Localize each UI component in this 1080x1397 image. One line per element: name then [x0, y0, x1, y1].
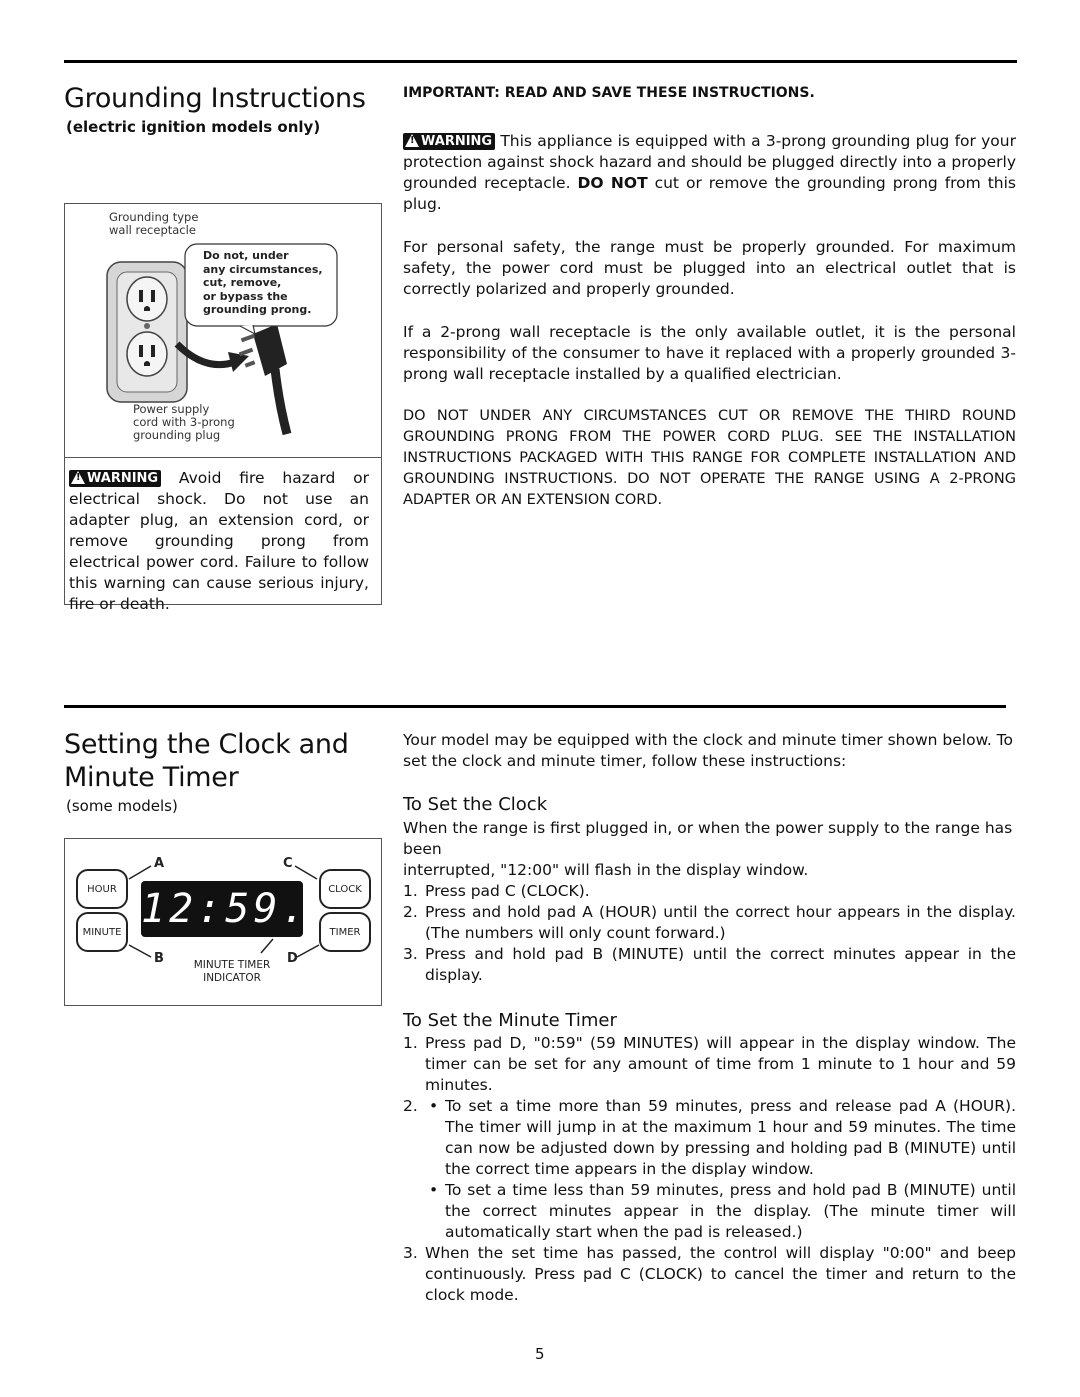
- grounding-para-3: If a 2-prong wall receptacle is the only available outlet, it is the personal responsibility of the consumer to have it replaced with a properly grounded 3-prong wall receptacle installed by a qualified electrician.: [403, 323, 1016, 383]
- bullet-item: • To set a time more than 59 minutes, press and release pad A (HOUR). The timer will jump in at the maximum 1 hour and 59 minutes. The time can now be adjusted down by pressing and holding pad B (MINUTE) until the correct time appears in the display window.: [429, 1097, 1016, 1178]
- list-item: 1. Press pad C (CLOCK).: [403, 882, 590, 900]
- page-number: 5: [535, 1345, 545, 1363]
- letter-b: B: [154, 951, 164, 966]
- callout-text: Do not, under any circumstances, cut, remove, or bypass the grounding prong.: [203, 249, 323, 316]
- section-rule: [64, 705, 1006, 708]
- clock-intro: Your model may be equipped with the clock and minute timer shown below. To set the clock and minute timer, follow these instructions:: [403, 731, 1014, 770]
- grounding-para-1: !WARNING This appliance is equipped with a 3-prong grounding plug for your protection against shock hazard and should be plugged directly into a properly grounded receptacle. DO NOT cut or remove the grounding prong from this plug.: [403, 131, 1016, 215]
- set-clock-steps: [403, 881, 1016, 986]
- receptacle-label: Grounding type wall receptacle: [109, 210, 199, 237]
- bullet-item: • To set a time less than 59 minutes, press and hold pad B (MINUTE) until the correct minutes appear in the display. (The minute timer will automatically start when the pad is released.): [429, 1181, 1016, 1241]
- list-item: 2. • To set a time more than 59 minutes, press and release pad A (HOUR). The timer will jump in at the maximum 1 hour and 59 minutes. The time can now be adjusted down by pressing and holding pad B (MINUTE) until the correct time appears in the display window. • To set a time less than 59 minutes, press and hold pad B (MINUTE) until the correct minutes appear in the display. (The minute timer will automatically start when the pad is released.): [403, 1097, 1016, 1241]
- warning-badge: !WARNING: [403, 133, 495, 150]
- list-item: 2. Press and hold pad A (HOUR) until the correct hour appears in the display. (The numbers will only count forward.): [403, 903, 1016, 942]
- set-clock-heading: To Set the Clock: [403, 794, 548, 815]
- list-item: 1. Press pad D, "0:59" (59 MINUTES) will appear in the display window. The timer can be set for any amount of time from 1 minute to 1 hour and 59 minutes.: [403, 1034, 1016, 1094]
- grounding-figure-box: [64, 203, 382, 613]
- list-item: 3. Press and hold pad B (MINUTE) until the correct minutes appear in the display.: [403, 945, 1016, 984]
- plug-label: Power supply cord with 3-prong grounding plug: [133, 402, 235, 442]
- warning-badge: !WARNING: [69, 470, 161, 487]
- clock-title: Setting the Clock and Minute Timer: [64, 729, 349, 793]
- minute-timer-indicator-label: MINUTE TIMER INDICATOR: [193, 959, 271, 984]
- set-clock-intro: When the range is first plugged in, or when the power supply to the range has been interrupted, "12:00" will flash in the display window.: [403, 819, 1013, 879]
- grounding-para-2: For personal safety, the range must be properly grounded. For maximum safety, the power cord must be plugged into an electrical outlet that is correctly polarized and properly grounded.: [403, 238, 1016, 298]
- letter-d: D: [287, 951, 298, 966]
- clock-display: 12:59.: [141, 881, 303, 937]
- letter-c: C: [283, 856, 293, 871]
- important-heading: IMPORTANT: READ AND SAVE THESE INSTRUCTIONS.: [403, 85, 815, 101]
- grounding-title: Grounding Instructions: [64, 83, 366, 114]
- top-rule: [64, 60, 1017, 63]
- minute-pad[interactable]: MINUTE: [76, 912, 128, 952]
- set-timer-heading: To Set the Minute Timer: [403, 1010, 617, 1031]
- warning-triangle-icon: [71, 471, 85, 484]
- letter-a: A: [154, 856, 165, 871]
- clock-subtitle: (some models): [66, 797, 178, 815]
- grounding-para-4: DO NOT UNDER ANY CIRCUMSTANCES CUT OR REMOVE THE THIRD ROUND GROUNDING PRONG FROM THE POWER CORD PLUG. SEE THE INSTALLATION INSTRUCTIONS PACKAGED WITH THIS RANGE FOR COMPLETE INSTALLATION AND GROUNDING INSTRUCTIONS. DO NOT OPERATE THE RANGE USING A 2-PRONG ADAPTER OR AN EXTENSION CORD.: [403, 408, 1016, 508]
- box-warning-text: !WARNING Avoid fire hazard or electrical shock. Do not use an adapter plug, an extension cord, or remove grounding prong from electrical power cord. Failure to follow this warning can cause serious injury, fire or death.: [69, 468, 369, 615]
- hour-pad[interactable]: HOUR: [76, 869, 128, 909]
- grounding-subtitle: (electric ignition models only): [66, 118, 321, 136]
- warning-triangle-icon: [405, 134, 419, 147]
- timer-pad[interactable]: TIMER: [319, 912, 371, 952]
- clock-pad[interactable]: CLOCK: [319, 869, 371, 909]
- set-timer-steps: [403, 1033, 1016, 1306]
- list-item: 3. When the set time has passed, the control will display "0:00" and beep continuously. Press pad C (CLOCK) to cancel the timer and return to the clock mode.: [403, 1244, 1016, 1304]
- clock-panel-box: [64, 838, 382, 1006]
